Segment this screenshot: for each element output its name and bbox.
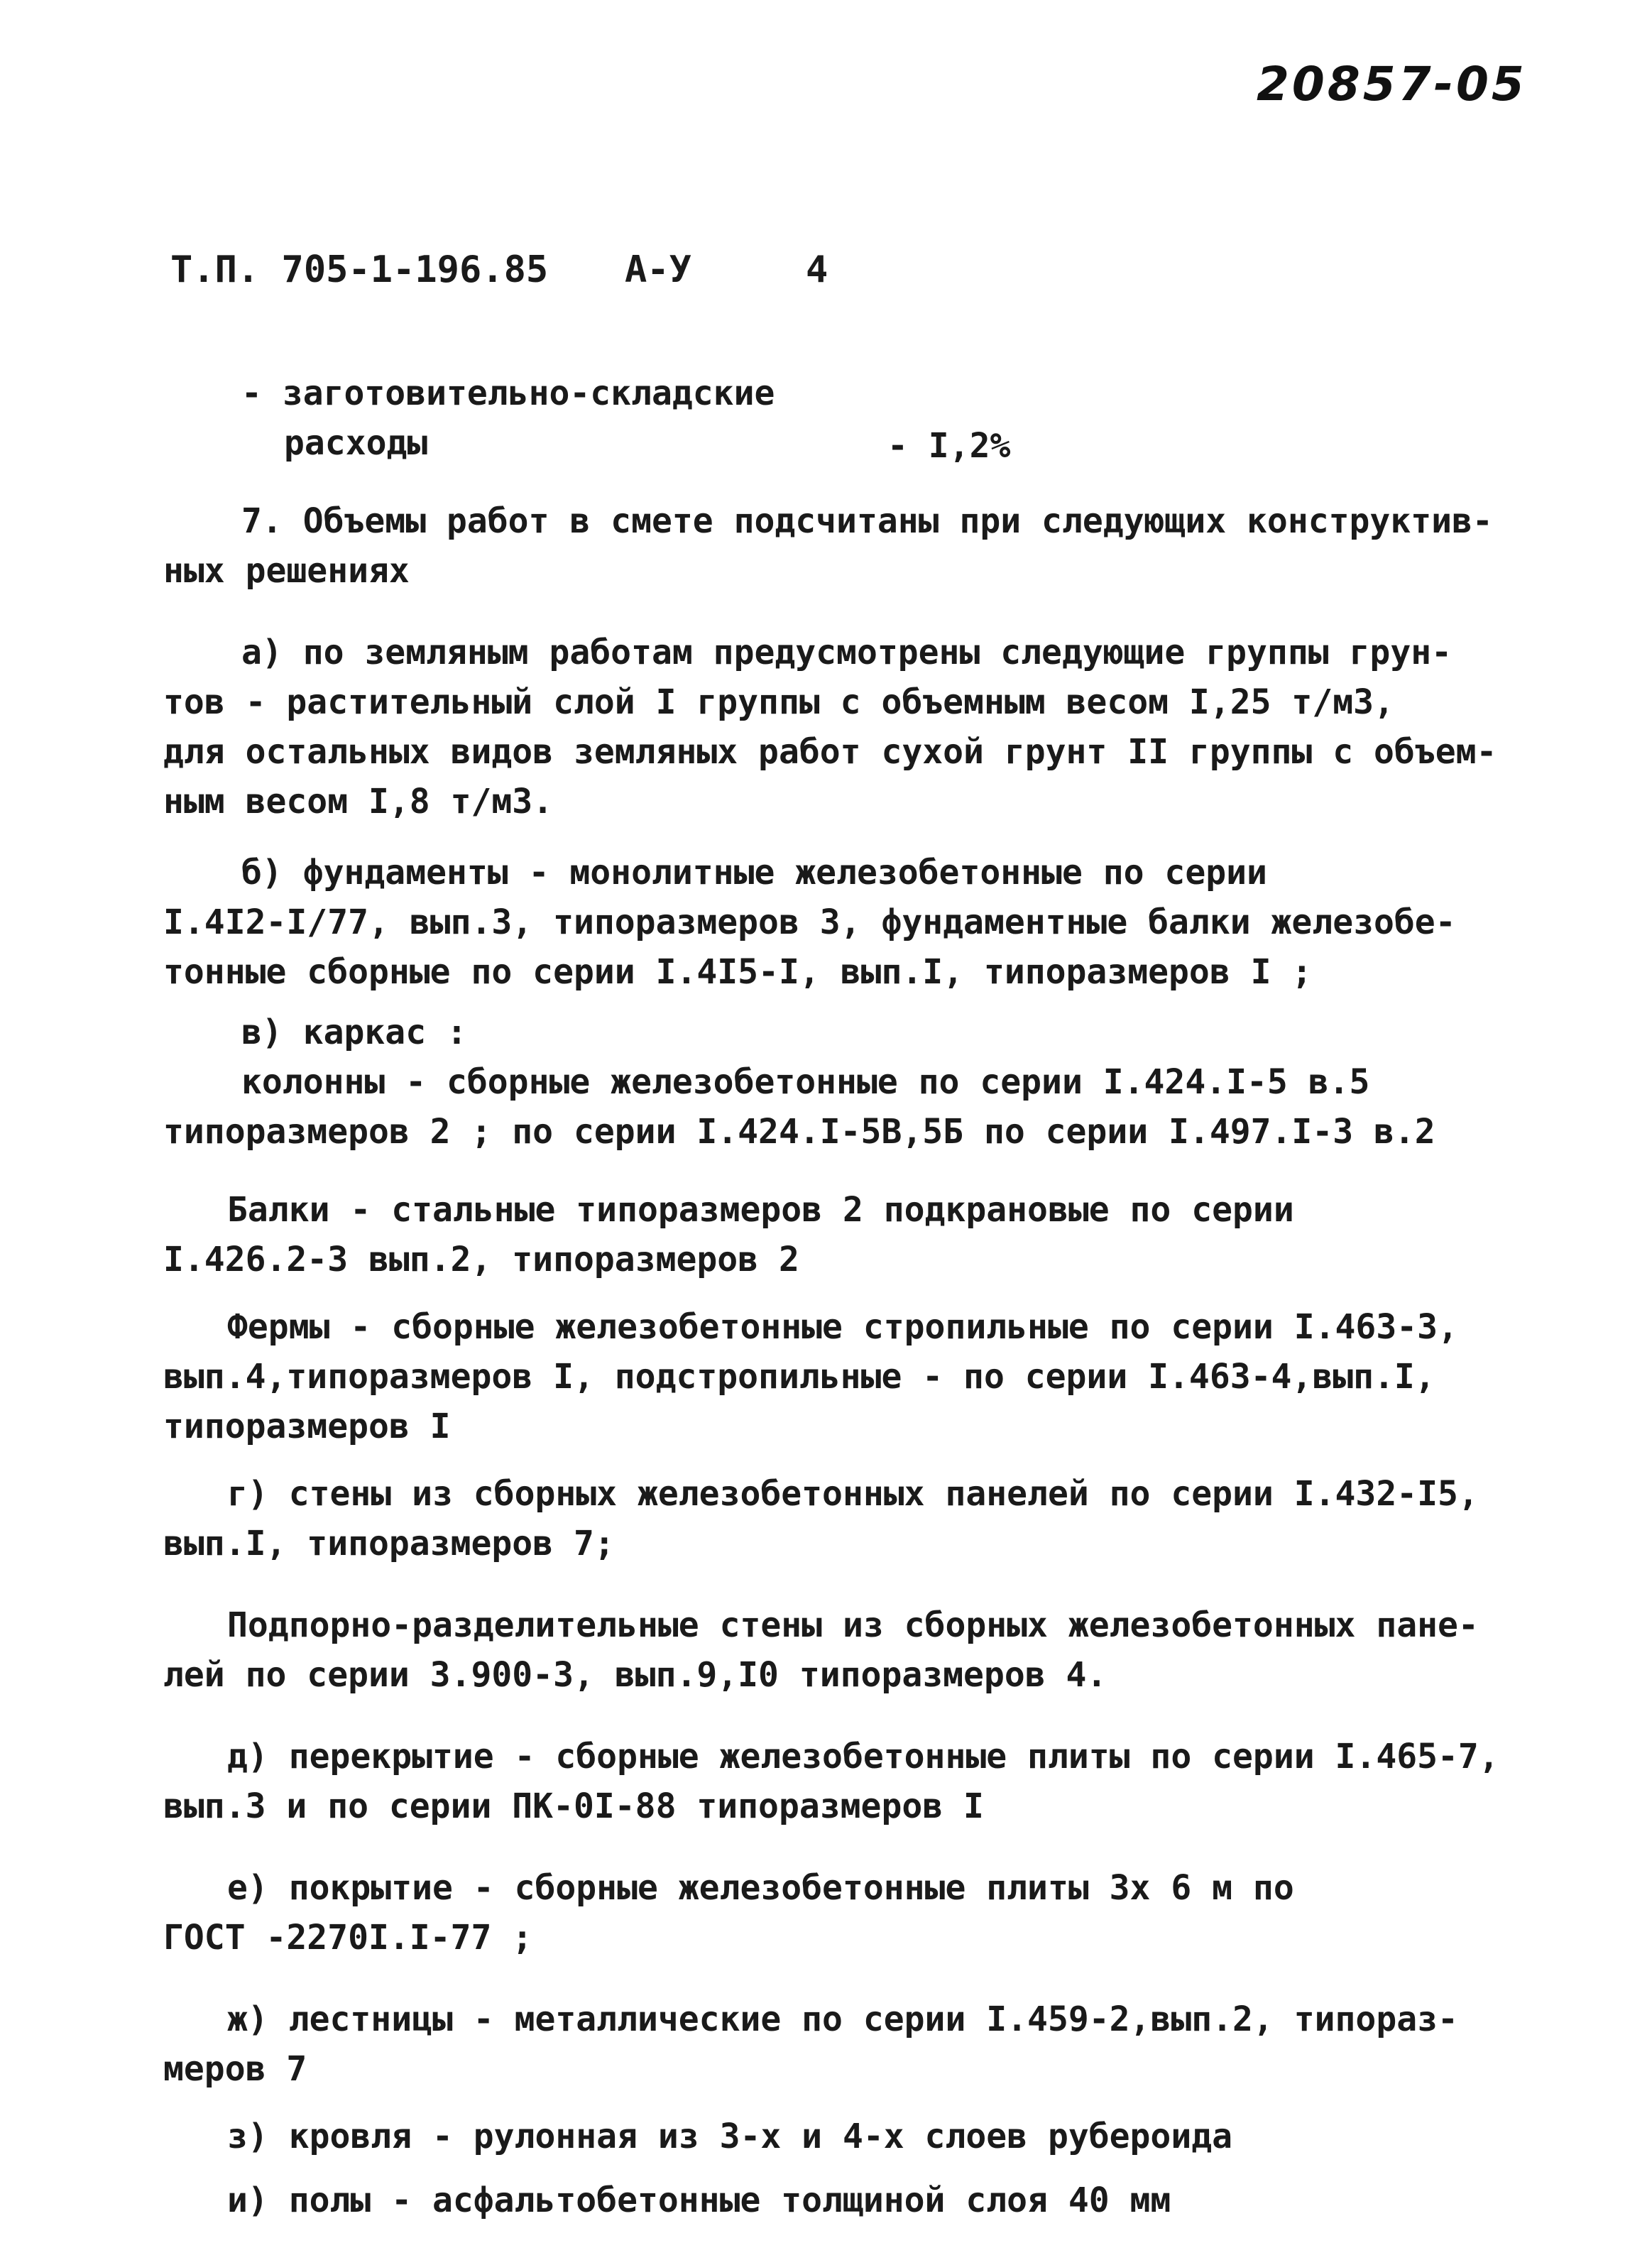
item-zh-line-1: ж) лестницы - металлические по серии I.459-2,вып.2, типораз- — [227, 1999, 1458, 2039]
item-v-line-1: в) каркас : — [241, 1013, 467, 1052]
page-number: 4 — [806, 249, 828, 291]
section-7-line-1: 7. Объемы работ в смете подсчитаны при следующих конструктив- — [241, 501, 1493, 541]
item-g-line-1: г) стены из сборных железобетонных панелей по серии I.432-I5, — [227, 1474, 1479, 1514]
item-a-line-4: ным весом I,8 т/м3. — [163, 782, 554, 822]
beams-line-1: Балки - стальные типоразмеров 2 подкрановые по серии — [227, 1190, 1294, 1230]
project-code: Т.П. 705-1-196.85 — [170, 249, 549, 291]
trusses-line-3: типоразмеров I — [163, 1407, 451, 1446]
section-7-line-2: ных решениях — [163, 551, 410, 591]
item-d-line-1: д) перекрытие - сборные железобетонные плиты по серии I.465-7, — [227, 1737, 1499, 1776]
item-v-line-3: типоразмеров 2 ; по серии I.424.I-5В,5Б по серии I.497.I-3 в.2 — [163, 1112, 1435, 1152]
cost-item-line-1: - заготовительно-складские — [241, 373, 775, 413]
item-z-line-1: з) кровля - рулонная из 3-х и 4-х слоев рубероида — [227, 2117, 1233, 2156]
trusses-line-2: вып.4,типоразмеров I, подстропильные - по серии I.463-4,вып.I, — [163, 1357, 1435, 1397]
item-e-line-2: ГОСТ -2270I.I-77 ; — [163, 1918, 533, 1958]
item-b-line-2: I.4I2-I/77, вып.3, типоразмеров 3, фундаментные балки железобе- — [163, 902, 1456, 942]
item-zh-line-2: меров 7 — [163, 2049, 307, 2089]
cost-rate: - I,2% — [887, 426, 1011, 466]
trusses-line-1: Фермы - сборные железобетонные стропильные по серии I.463-3, — [227, 1307, 1458, 1347]
item-a-line-3: для остальных видов земляных работ сухой грунт II группы с объем- — [163, 732, 1497, 772]
beams-line-2: I.426.2-3 вып.2, типоразмеров 2 — [163, 1240, 799, 1279]
item-d-line-2: вып.3 и по серии ПК-0I-88 типоразмеров I — [163, 1786, 984, 1826]
item-v-line-2: колонны - сборные железобетонные по серии I.424.I-5 в.5 — [241, 1062, 1370, 1102]
item-i-line-1: и) полы - асфальтобетонные толщиной слоя 40 мм — [227, 2181, 1171, 2220]
item-e-line-1: е) покрытие - сборные железобетонные плиты 3х 6 м по — [227, 1868, 1294, 1908]
album-part: А-У — [625, 249, 691, 291]
item-a-line-2: тов - растительный слой I группы с объемным весом I,25 т/м3, — [163, 682, 1394, 722]
item-g-line-2: вып.I, типоразмеров 7; — [163, 1524, 615, 1563]
item-b-line-1: б) фундаменты - монолитные железобетонные по серии — [241, 853, 1267, 893]
retaining-walls-line-2: лей по серии 3.900-3, вып.9,I0 типоразмеров 4. — [163, 1655, 1107, 1695]
item-b-line-3: тонные сборные по серии I.4I5-I, вып.I, типоразмеров I ; — [163, 952, 1313, 992]
cost-item-line-2: расходы — [284, 423, 428, 463]
retaining-walls-line-1: Подпорно-разделительные стены из сборных железобетонных пане- — [227, 1605, 1479, 1645]
item-a-line-1: а) по земляным работам предусмотрены следующие группы грун- — [241, 633, 1453, 672]
archive-number-stamp: 20857-05 — [1257, 57, 1527, 111]
